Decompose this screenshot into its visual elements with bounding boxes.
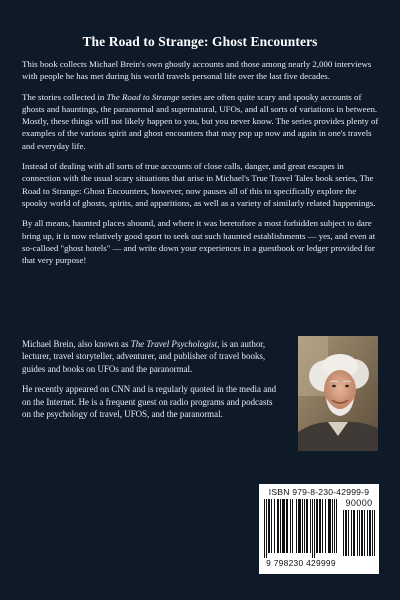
- barcode-bar: [292, 499, 293, 553]
- description-paragraph-1: This book collects Michael Brein's own ghostly accounts and those among nearly 2,000 interviews with people he has met during his world travels personal life over the last five decades.: [22, 59, 372, 82]
- barcode-bar: [332, 499, 333, 553]
- barcode-bars: [264, 499, 340, 559]
- barcode-bar: [374, 510, 375, 556]
- barcode-bar: [312, 499, 313, 558]
- author-portrait-image: [298, 336, 378, 451]
- barcode-bar: [343, 510, 344, 556]
- barcode-bar: [367, 510, 368, 556]
- description-paragraph-2-rest: series are often quite scary and spooky accounts of ghosts and hauntings, the paranormal and supernatural, UFOs, and all sorts of variations in between. Mostly, these things will not likely happen to you, but you never know. The series provides plenty of examples of the various spirit and ghost encounters that may pop up now and again in one's travels and everyday life.: [22, 91, 379, 151]
- author-bio-start: Michael Brein, also known as: [22, 339, 131, 349]
- description-paragraph-3: Instead of dealing with all sorts of true accounts of close calls, danger, and great escapes in connection with the usual scary situations that arise in Michael's True Travel Tales book series, The Road to Strange: Ghost Encounters, however, now pauses all of this to specifically explore the spooky world of ghosts, spirits, and apparitions, as well as a variety of similarly related happenings.: [22, 161, 376, 208]
- barcode-bar: [302, 499, 303, 553]
- barcode-bar: [314, 499, 315, 558]
- isbn-label: ISBN 979-8-230-42999-9: [268, 487, 370, 497]
- description-paragraph-2-start: The stories collected in: [22, 91, 107, 102]
- barcode-bar: [290, 499, 291, 553]
- barcode-bar: [306, 499, 308, 553]
- barcode-bar: [361, 510, 363, 556]
- description-paragraph-2: [22, 91, 382, 152]
- barcode-bar: [280, 499, 281, 553]
- barcode-bar: [348, 510, 349, 556]
- barcode-bar: [304, 499, 305, 553]
- barcode-bar: [266, 499, 267, 558]
- barcode-bar: [274, 499, 275, 553]
- author-photo: [298, 336, 378, 451]
- barcode-bar: [357, 510, 358, 556]
- barcode-bar: [264, 499, 265, 558]
- barcode-bar: [334, 499, 335, 553]
- author-bio: [22, 338, 278, 428]
- barcode-bar: [296, 499, 297, 553]
- barcode-bar: [316, 499, 318, 553]
- barcode-bar: [271, 499, 272, 553]
- barcode-bar: [364, 510, 365, 556]
- description-paragraph-4: By all means, haunted places abound, and where it was heretofore a most forbidden subject to dare bring up, it is now relatively good sport to seek out such haunted establishments — yes, and even at so-calloed "ghost hotels" — and write down your experiences in a guestbook or ledger provided for that very purpose!: [22, 218, 376, 266]
- barcode-bar: [372, 510, 373, 556]
- barcode-bar: [277, 499, 279, 553]
- barcode-bar: [282, 499, 285, 553]
- barcode-bar: [359, 510, 360, 556]
- book-title: The Road to Strange: Ghost Encounters: [82, 34, 318, 49]
- book-description: [22, 58, 382, 274]
- barcode-bar: [369, 510, 371, 556]
- author-bio-paragraph-1: [22, 338, 278, 375]
- price-code-bars: [343, 510, 375, 558]
- price-code: 90000: [345, 498, 373, 508]
- barcode-bar: [351, 510, 352, 556]
- barcode-bar: [325, 499, 326, 553]
- author-bio-rest: , is an author, lecturer, travel storyteller, adventurer, and publisher of travel books, guides and books on UFOs and the paranormal.: [22, 339, 266, 374]
- barcode-bar: [319, 499, 321, 553]
- barcode-bar: [336, 499, 337, 553]
- isbn-barcode: [259, 484, 379, 574]
- author-nickname: The Travel Psychologist: [130, 339, 218, 349]
- barcode-bar: [310, 499, 311, 553]
- barcode-bar: [353, 510, 355, 556]
- barcode-bar: [345, 510, 347, 556]
- barcode-bar: [286, 499, 288, 553]
- series-title: The Road to Strange: [106, 91, 180, 102]
- barcode-bar: [322, 499, 323, 553]
- barcode-bar: [268, 499, 270, 553]
- barcode-bar: [328, 499, 331, 553]
- author-bio-paragraph-2: He recently appeared on CNN and is regularly quoted in the media and on the Internet. He is a frequent guest on radio programs and podcasts on the psychology of travel, UFOS, and the paranormal.: [22, 384, 277, 420]
- barcode-bar: [298, 499, 301, 553]
- barcode-digits: 9 798230 429999: [266, 558, 336, 568]
